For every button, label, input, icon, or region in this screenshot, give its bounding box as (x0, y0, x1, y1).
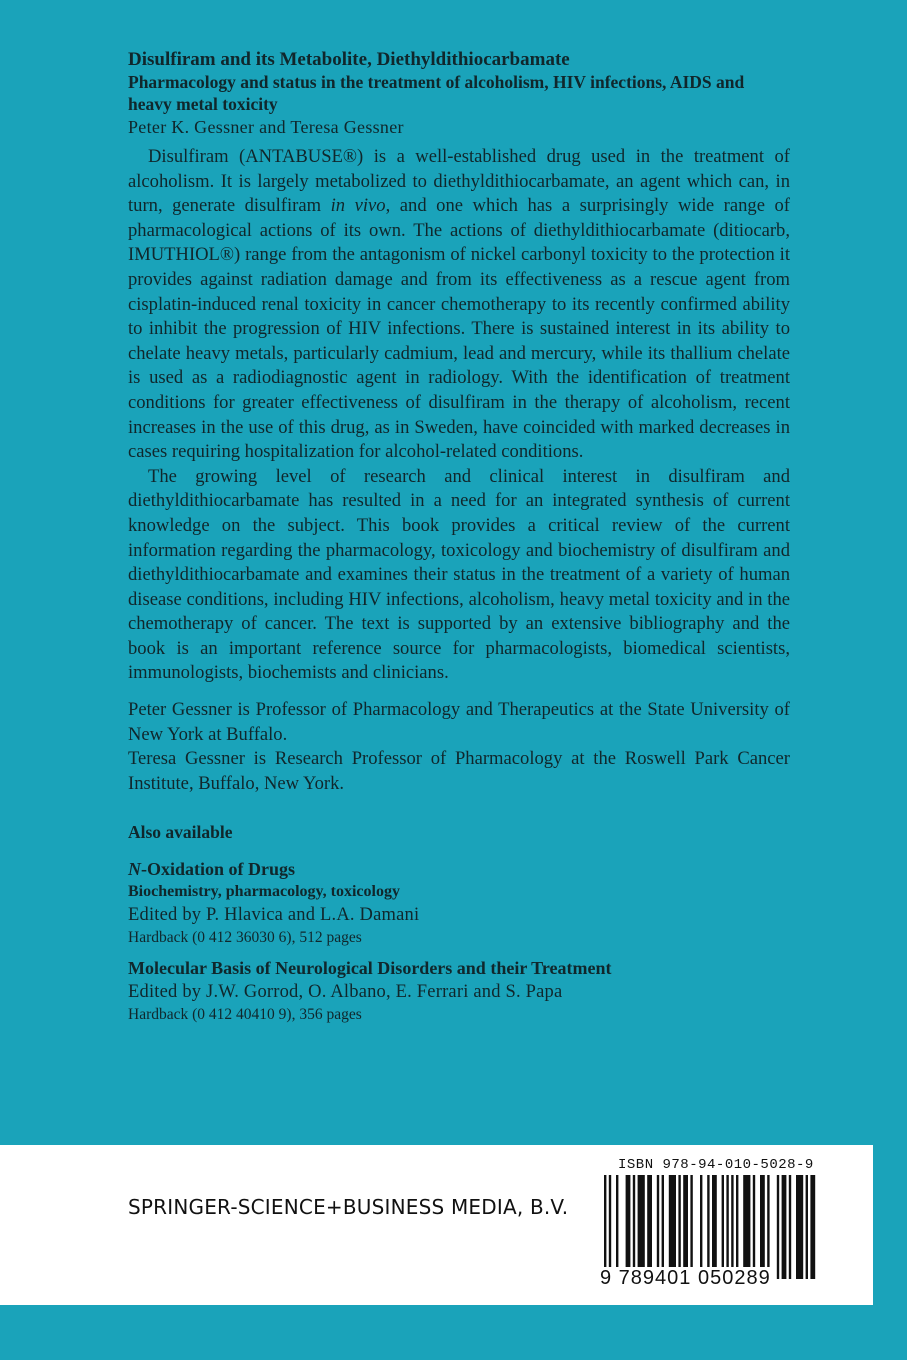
barcode-bar (669, 1175, 676, 1279)
barcode-bar (609, 1175, 611, 1279)
description-p1-italic: in vivo (330, 195, 386, 217)
barcode-digits: 9 789401 050289 (600, 1267, 771, 1289)
related-book-1-title (128, 857, 790, 881)
barcode-bar (633, 1175, 635, 1279)
barcode-bar (722, 1175, 724, 1279)
barcode-bar (760, 1175, 765, 1279)
barcode-bar (700, 1175, 702, 1279)
related-book-1-title-italic: N (128, 859, 141, 880)
barcode-bar (662, 1175, 664, 1279)
barcode-bar (743, 1175, 750, 1279)
barcode-bar (604, 1175, 606, 1279)
barcode-bar (690, 1175, 692, 1279)
author-bio-teresa: Teresa Gessner is Research Professor of Pharmacology at the Roswell Park Cancer Institute, Buffalo, New York. (128, 748, 790, 794)
back-cover-content (128, 48, 790, 1033)
author-bio-peter: Peter Gessner is Professor of Pharmacology and Therapeutics at the State University of New York at Buffalo. (128, 699, 790, 745)
barcode-bar (736, 1175, 738, 1279)
related-book-2 (128, 956, 790, 1025)
barcode-bar (707, 1175, 709, 1279)
barcode-bar (638, 1175, 645, 1279)
book-title: Disulfiram and its Metabolite, Diethyldithiocarbamate (128, 49, 570, 70)
barcode-bar (616, 1175, 618, 1279)
barcode-bar (782, 1175, 787, 1279)
related-book-1-title-rest: -Oxidation of Drugs (141, 859, 296, 880)
barcode-bar (712, 1175, 717, 1279)
barcode-bar (731, 1175, 733, 1279)
related-book-1-subtitle: Biochemistry, pharmacology, toxicology (128, 883, 400, 901)
book-subtitle: Pharmacology and status in the treatment of alcoholism, HIV infections, AIDS and heavy metal toxicity (128, 72, 745, 114)
barcode-bar (683, 1175, 688, 1279)
related-book-2-format: Hardback (0 412 40410 9), 356 pages (128, 1006, 362, 1024)
related-book-1-format: Hardback (0 412 36030 6), 512 pages (128, 929, 362, 947)
related-book-2-editors: Edited by J.W. Gorrod, O. Albano, E. Ferrari and S. Papa (128, 982, 563, 1003)
related-book-2-title: Molecular Basis of Neurological Disorders and their Treatment (128, 958, 612, 979)
also-available-heading: Also available (128, 822, 233, 843)
barcode-bars (600, 1175, 822, 1279)
description-p1-part-b: , and one which has a surprisingly wide range of pharmacological actions of its own. The actions of diethyldithiocarbamate (ditiocarb, IMUTHIOL®) range from the antagonism of nickel carbonyl toxicity to the protection it provides against radiation damage and from its effectiveness as a rescue agent from cisplatin-induced renal toxicity in cancer chemotherapy to its recently confirmed ability to inhibit the progression of HIV infections. There is sustained interest in its ability to chelate heavy metals, particularly cadmium, lead and mercury, while its thallium chelate is used as a radiodiagnostic agent in radiology. With the identification of treatment conditions for greater effectiveness of disulfiram in the therapy of alcoholism, recent increases in the use of this drug, as in Sweden, have coincided with marked decreases in cases requiring hospitalization for alcohol-related conditions. (128, 195, 790, 463)
related-book-1 (128, 857, 790, 948)
barcode-bar (657, 1175, 659, 1279)
barcode-bar (726, 1175, 728, 1279)
book-authors: Peter K. Gessner and Teresa Gessner (128, 117, 404, 137)
barcode-bar (777, 1175, 779, 1279)
barcode-bar (626, 1175, 631, 1279)
barcode-bar (647, 1175, 652, 1279)
isbn-label: ISBN 978-94-010-5028-9 (618, 1157, 814, 1173)
barcode-bar (753, 1175, 755, 1279)
related-book-1-editors: Edited by P. Hlavica and L.A. Damani (128, 905, 420, 926)
publisher-footer (0, 1145, 873, 1305)
description-paragraph-1 (128, 145, 790, 465)
barcode-bar (796, 1175, 803, 1279)
barcode-bar (678, 1175, 680, 1279)
description-p1-part-a: Disulfiram (ANTABUSE®) is a well-established drug used in the treatment of alcoholism. It is largely metabolized to diethyldithiocarbamate, an agent which can, in turn, generate disulfiram (128, 146, 790, 217)
publisher-name: SPRINGER-SCIENCE+BUSINESS MEDIA, B.V. (128, 1195, 569, 1219)
barcode-bar (789, 1175, 791, 1279)
barcode-bar (806, 1175, 808, 1279)
barcode-bar (810, 1175, 815, 1279)
barcode-bar (767, 1175, 769, 1279)
description-paragraph-2: The growing level of research and clinical interest in disulfiram and diethyldithiocarbamate has resulted in a need for an integrated synthesis of current knowledge on the subject. This book provides a critical review of the current information regarding the pharmacology, toxicology and biochemistry of disulfiram and diethyldithiocarbamate and examines their status in the treatment of a variety of human disease conditions, including HIV infections, alcoholism, heavy metal toxicity and in the chemotherapy of cancer. The text is supported by an extensive bibliography and the book is an important reference source for pharmacologists, biomedical scientists, immunologists, biochemists and clinicians. (128, 465, 790, 684)
